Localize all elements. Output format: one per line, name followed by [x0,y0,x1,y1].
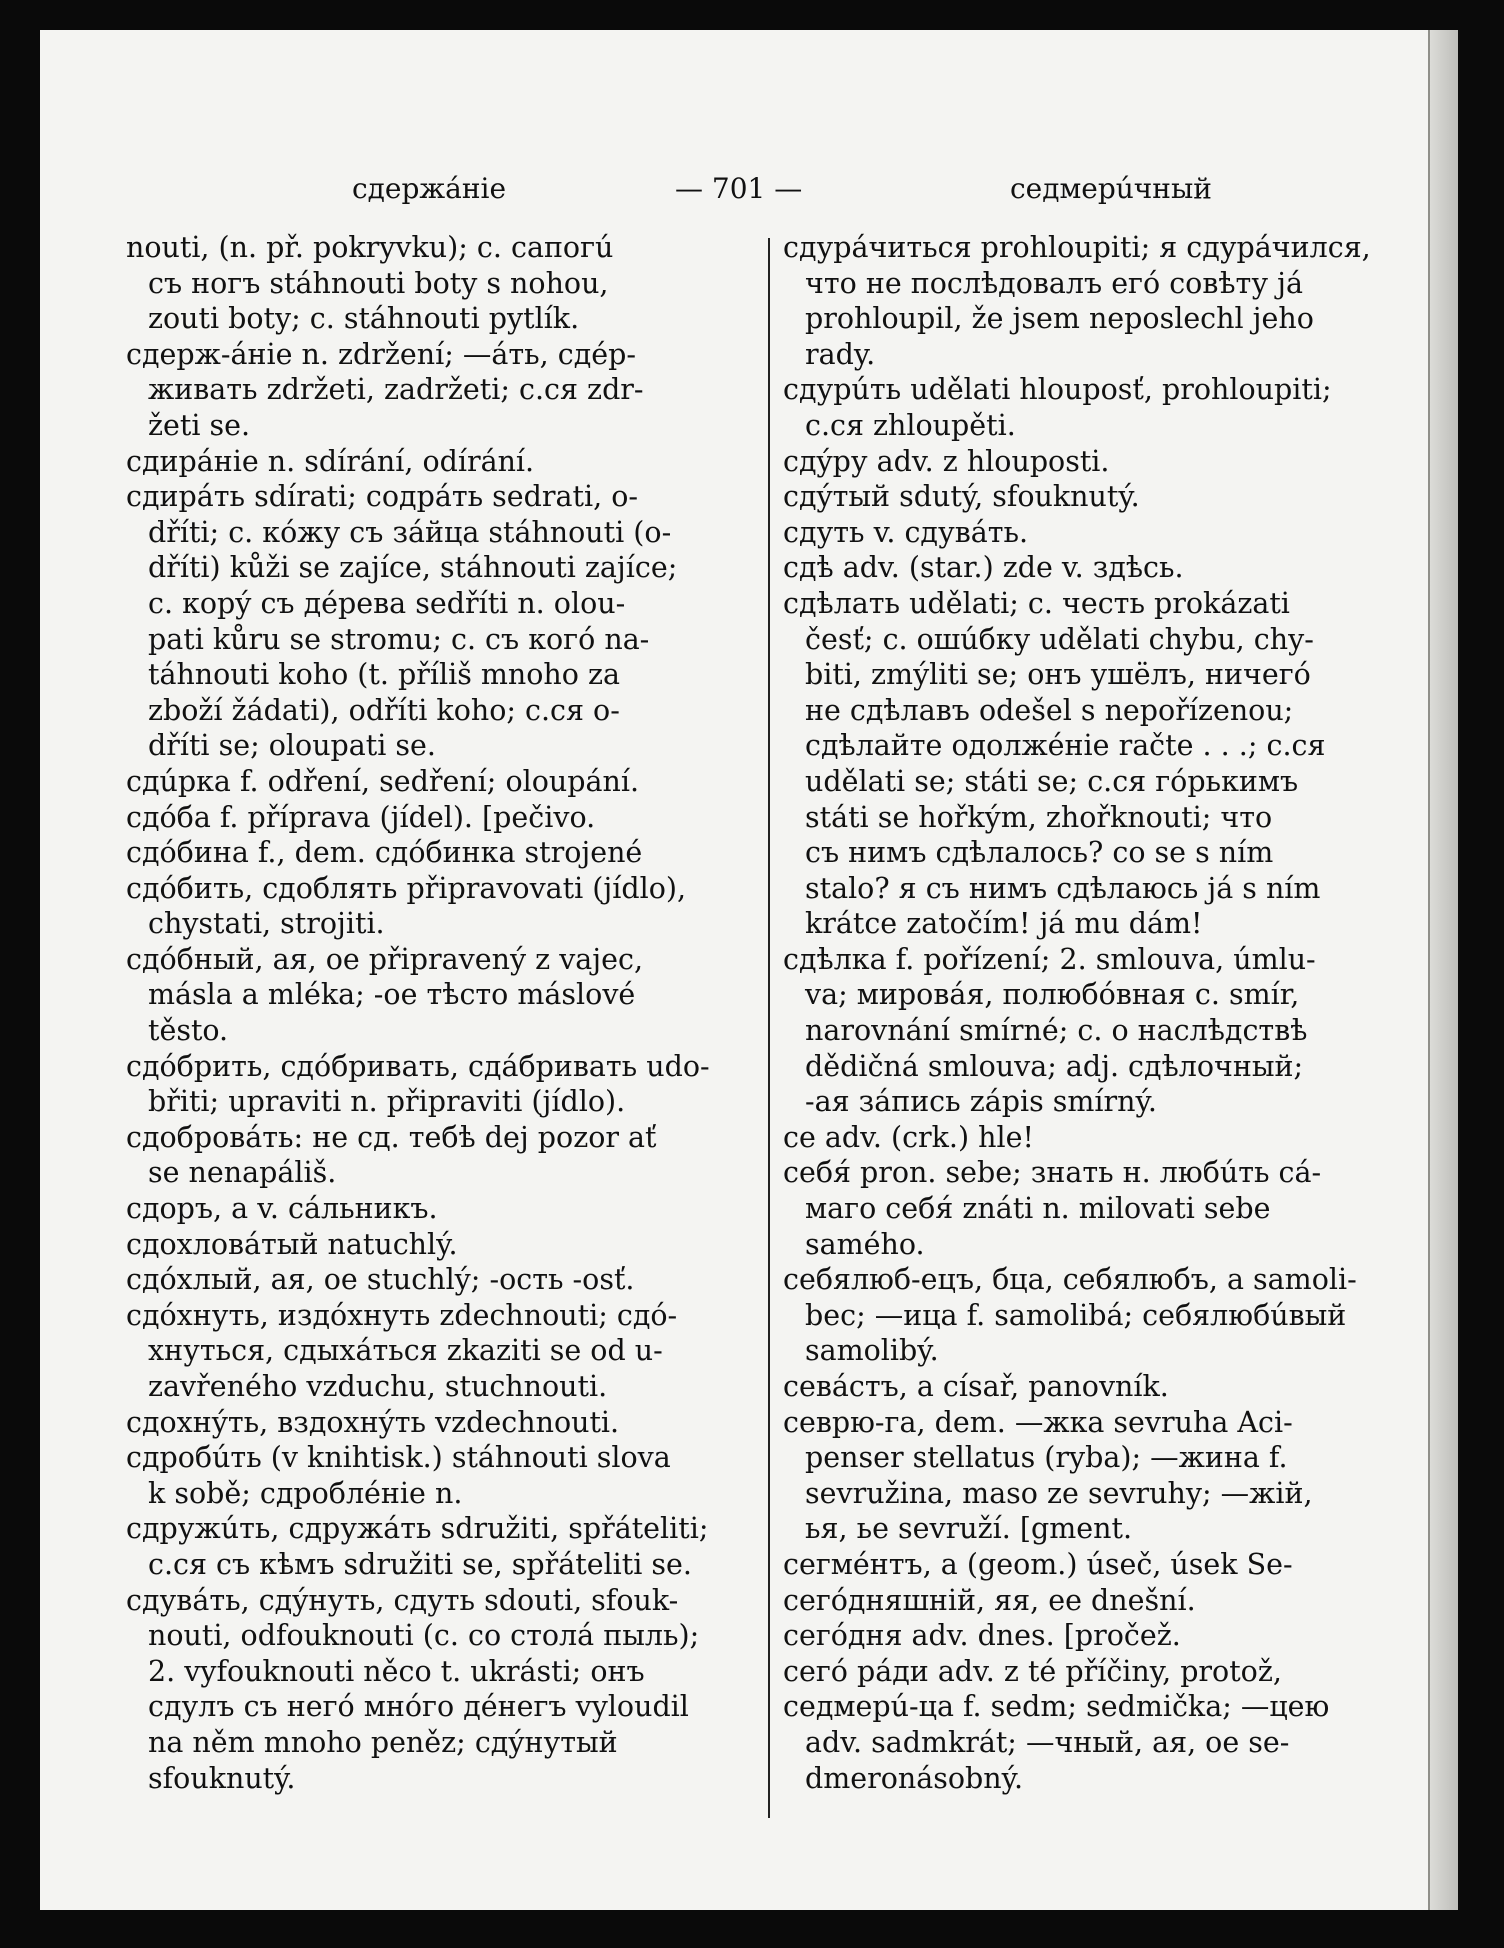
entry-line: dědičná smlouva; adj. сдѣлочный; [805,1049,1304,1083]
entry-line: сдурáчиться prohloupiti; я сдурáчился, [783,231,1371,264]
right-column [783,230,1423,1796]
entry-line: сдóбрить, сдóбривать, сдáбривать udo- [126,1049,710,1083]
entry-line: сдурúть udělati hlouposť, prohloupiti; [783,373,1332,407]
entry-line: zavřeného vzduchu, stuchnouti. [148,1370,608,1403]
entry-line: česť; c. ошúбку udělati chybu, chy- [805,622,1314,656]
entry-line: сегó рáди adv. z té příčiny, protož, [783,1654,1282,1688]
entry-line: nouti, (n. př. pokryvku); c. сапогú [126,231,614,264]
entry-line: сдохловáтый natuchlý. [126,1227,458,1261]
entry-line: 2. vyfouknouti něco t. ukrásti; онъ [148,1654,645,1688]
entry-line: себя́ pron. sebe; знать н. любúть сá- [783,1156,1322,1190]
entry-line: samého. [805,1227,925,1261]
entry-line: zouti boty; c. stáhnouti pytlík. [148,302,580,336]
entry-line: сдробúть (v knihtisk.) stáhnouti slova [126,1441,671,1475]
entry-line: сдóхлый, ая, ое stuchlý; -ость -osť. [126,1263,635,1297]
dictionary-page [40,30,1458,1910]
entry-line: břiti; upraviti n. připraviti (jídlo). [148,1085,626,1119]
right-guide-word: седмерúчный [1010,172,1212,205]
entry-line: pati kůru se stromu; c. съ когó na- [148,622,650,656]
entry-line: se nenapáliš. [148,1156,337,1190]
left-column [126,230,758,1796]
entry-line: сдохнýть, вздохнýть vzdechnouti. [126,1405,620,1439]
entry-line: másla a mléka; -ое тѣсто máslové [148,978,636,1012]
entry-line: сдуть v. сдувáть. [783,515,1029,549]
entry-line: живать zdržeti, zadržeti; с.ся zdr- [148,373,644,407]
entry-line: сдѣ adv. (star.) zde v. здѣсь. [783,551,1184,585]
entry-line: что не послѣдовалъ егó совѣту já [805,266,1303,300]
entry-line: těsto. [148,1014,229,1048]
entry-line: státi se hořkým, zhořknouti; что [805,800,1273,834]
entry-line: rady. [805,337,876,371]
entry-line: сдѣлка f. pořízení; 2. smlouva, úmlu- [783,942,1316,976]
entry-line: се adv. (crk.) hle! [783,1120,1034,1154]
column-divider [768,238,770,1818]
entry-line: съ нимъ сдѣлалось? co se s ním [805,836,1274,870]
entry-line: prohloupil, že jsem neposlechl jeho [805,302,1314,336]
entry-line: седмерú-ца f. sedm; sedmička; —цею [783,1690,1330,1724]
page-edge [1428,30,1458,1910]
left-guide-word: сдержáніе [352,172,507,205]
entry-line: с.ся zhloupěti. [805,408,1016,442]
entry-line: сдúрка f. odření, sedření; oloupání. [126,764,640,798]
entry-line: penser stellatus (ryba); —жина f. [805,1441,1288,1475]
entry-line: сдѣлать udělati; c. честь prokázati [783,586,1290,620]
entry-line: k sobě; сдроблéніе n. [148,1476,463,1510]
entry-line: narovnání smírné; c. о наслѣдствѣ [805,1014,1308,1048]
entry-line: себялюб-ецъ, бца, себялюбъ, а samoli- [783,1263,1357,1297]
entry-line: adv. sadmkrát; —чный, ая, ое se- [805,1725,1290,1759]
entry-line: сдобровáть: не сд. тебѣ dej pozor ať [126,1120,657,1154]
entry-line: chystati, strojiti. [148,907,385,941]
entry-line: сдирáть sdírati; содрáть sedrati, o- [126,480,638,514]
entry-line: -ая зáпись zápis smírný. [805,1085,1157,1119]
entry-line: севрю-га, dem. —жка sevruha Aci- [783,1405,1293,1439]
entry-line: сдерж-áніе n. zdržení; —áть, сдéр- [126,337,637,371]
entry-line: сдирáніе n. sdírání, odírání. [126,444,535,478]
entry-line: žeti se. [148,408,251,442]
entry-line: dříti; c. кóжу съ зáйца stáhnouti (o- [148,515,672,549]
entry-line: сегóдняшній, яя, ее dnešní. [783,1583,1196,1617]
entry-line: с.ся съ кѣмъ sdružiti se, spřáteliti se. [148,1547,692,1581]
entry-line: съ ногъ stáhnouti boty s nohou, [148,266,609,300]
entry-line: сдѣлайте одолжéніе račte . . .; с.ся [805,729,1326,763]
entry-line: biti, zmýliti se; онъ ушёлъ, ничегó [805,658,1311,692]
entry-line: сдóхнуть, издóхнуть zdechnouti; сдó- [126,1298,678,1332]
entry-line: маго себя́ znáti n. milovati sebe [805,1192,1271,1226]
entry-line: сегмéнтъ, а (geom.) úseč, úsek Se- [783,1547,1293,1581]
entry-line: sevružina, maso ze sevruhy; —жій, [805,1476,1313,1510]
entry-line: udělati se; státi se; с.ся гóрькимъ [805,764,1299,798]
entry-line: táhnouti koho (t. příliš mnoho za [148,658,621,692]
entry-line: сегóдня adv. dnes. [pročež. [783,1619,1181,1653]
entry-line: dříti) kůži se zajíce, stáhnouti zajíce; [148,551,678,585]
entry-line: c. корý съ дéрева sedříti n. olou- [148,586,626,620]
entry-line: bec; —ица f. samolibá; себялюбúвый [805,1298,1347,1332]
entry-line: krátce zatočím! já mu dám! [805,907,1203,941]
entry-line: сдувáть, сдýнуть, сдуть sdouti, sfouk- [126,1583,679,1617]
entry-line: не сдѣлавъ odešel s nepořízenou; [805,693,1294,727]
entry-line: nouti, odfouknouti (c. со столá пыль); [148,1619,700,1653]
entry-line: сдулъ съ негó мнóго дéнегъ vyloudil [148,1690,689,1724]
entry-line: сдоръ, а v. сáльникъ. [126,1192,438,1226]
running-header [40,172,1458,212]
entry-line: zboží žádati), odříti koho; с.ся o- [148,693,620,727]
entry-line: dmeronásobný. [805,1761,1024,1795]
entry-line: ья, ье sevruží. [gment. [805,1512,1132,1546]
entry-line: сдýру adv. z hlouposti. [783,444,1110,478]
entry-line: сдóбный, ая, ое připravený z vajec, [126,942,644,976]
entry-line: сдóбить, сдоблять připravovati (jídlo), [126,871,687,905]
entry-line: dříti se; oloupati se. [148,729,436,763]
entry-line: хнуться, сдыхáться zkaziti se od u- [148,1334,663,1368]
entry-line: na něm mnoho peněz; сдýнутый [148,1725,618,1759]
entry-line: va; мировáя, полюбóвная c. smír, [805,978,1300,1012]
entry-line: сдружúть, сдружáть sdružiti, spřáteliti; [126,1512,709,1546]
entry-line: sfouknutý. [148,1761,296,1795]
entry-line: севáстъ, а císař, panovník. [783,1370,1169,1403]
entry-line: stalo? я съ нимъ сдѣлаюсь já s ním [805,871,1321,905]
entry-line: samolibý. [805,1334,939,1368]
entry-line: сдóбина f., dem. сдóбинка strojené [126,836,643,870]
entry-line: сдóба f. příprava (jídel). [pečivo. [126,800,596,834]
entry-line: сдýтый sdutý, sfouknutý. [783,480,1140,514]
page-number: — 701 — [675,172,803,205]
